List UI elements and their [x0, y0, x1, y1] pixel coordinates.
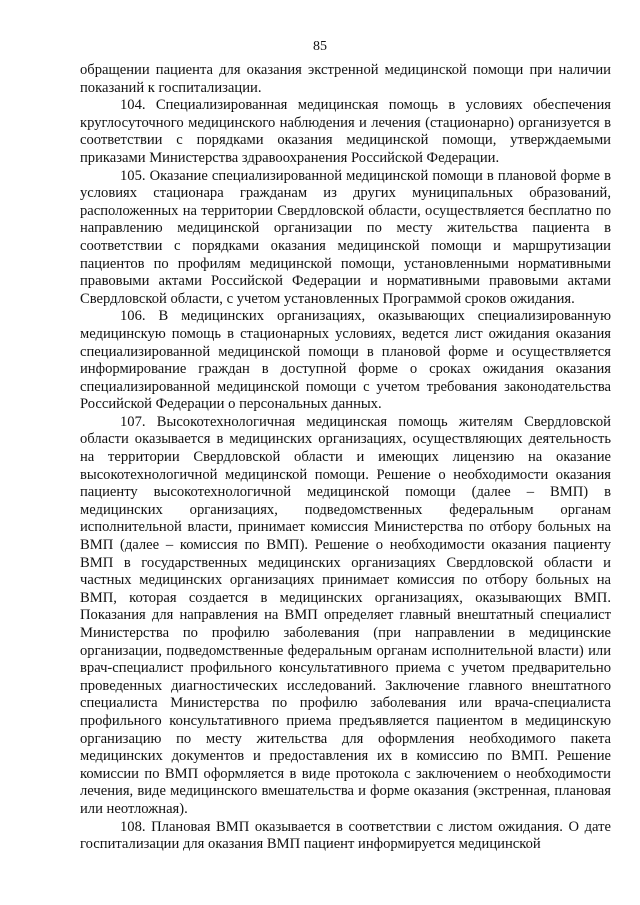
paragraph-106: 106. В медицинских организациях, оказывающих специализированную медицинскую помощь в стационарных условиях, ведется лист ожидания оказания специализированной медицинской помощи в плановой форме и осуществляется информирование граждан в доступной форме о сроках ожидания оказания специализированной медицинской помощи с учетом требования законодательства Российской Федерации о персональных данных.	[80, 308, 611, 413]
document-body	[80, 62, 611, 854]
paragraph-107: 107. Высокотехнологичная медицинская помощь жителям Свердловской области оказывается в медицинских организациях, осуществляющих деятельность на территории Свердловской области и имеющих лицензию на оказание высокотехнологичной медицинской помощи. Решение о необходимости оказания пациенту высокотехнологичной медицинской помощи (далее – ВМП) в медицинских организациях, подведомственных федеральным органам исполнительной власти, принимает комиссия Министерства по отбору больных на ВМП (далее – комиссия по ВМП). Решение о необходимости оказания пациенту ВМП в государственных медицинских организациях Свердловской области и частных медицинских организациях принимает комиссия по отбору больных на ВМП, которая создается в медицинских организациях, оказывающих ВМП. Показания для направления на ВМП определяет главный внештатный специалист Министерства по профилю заболевания (при направлении в медицинские организации, подведомственные федеральным органам исполнительной власти) или врач-специалист профильного консультативного приема с учетом предварительно проведенных диагностических исследований. Заключение главного внештатного специалиста Министерства по профилю заболевания или врача-специалиста профильного консультативного приема предъявляется пациентом в медицинскую организацию по месту жительства для оформления необходимого пакета медицинских документов и предоставления их в комиссию по ВМП. Решение комиссии по ВМП оформляется в виде протокола с заключением о необходимости лечения, виде медицинского вмешательства и форме оказания (экстренная, плановая или неотложная).	[80, 413, 611, 817]
paragraph-108: 108. Плановая ВМП оказывается в соответствии с листом ожидания. О дате госпитализации для оказания ВМП пациент информируется медицинской	[80, 818, 611, 853]
paragraph-105: 105. Оказание специализированной медицинской помощи в плановой форме в условиях стационара гражданам из других муниципальных образований, расположенных на территории Свердловской области, осуществляется бесплатно по направлению медицинской организации по месту жительства пациента в соответствии с порядками оказания медицинской помощи и маршрутизации пациентов по профилям медицинской помощи, установленными нормативными правовыми актами Российской Федерации и нормативными правовыми актами Свердловской области, с учетом установленных Программой сроков ожидания.	[80, 167, 611, 307]
paragraph-104: 104. Специализированная медицинская помощь в условиях обеспечения круглосуточного медицинского наблюдения и лечения (стационарно) организуется в соответствии с порядками оказания медицинской помощи, утверждаемыми приказами Министерства здравоохранения Российской Федерации.	[80, 97, 611, 166]
page-number: 85	[313, 39, 327, 54]
paragraph-continuation: обращении пациента для оказания экстренной медицинской помощи при наличии показаний к госпитализации.	[80, 62, 611, 96]
